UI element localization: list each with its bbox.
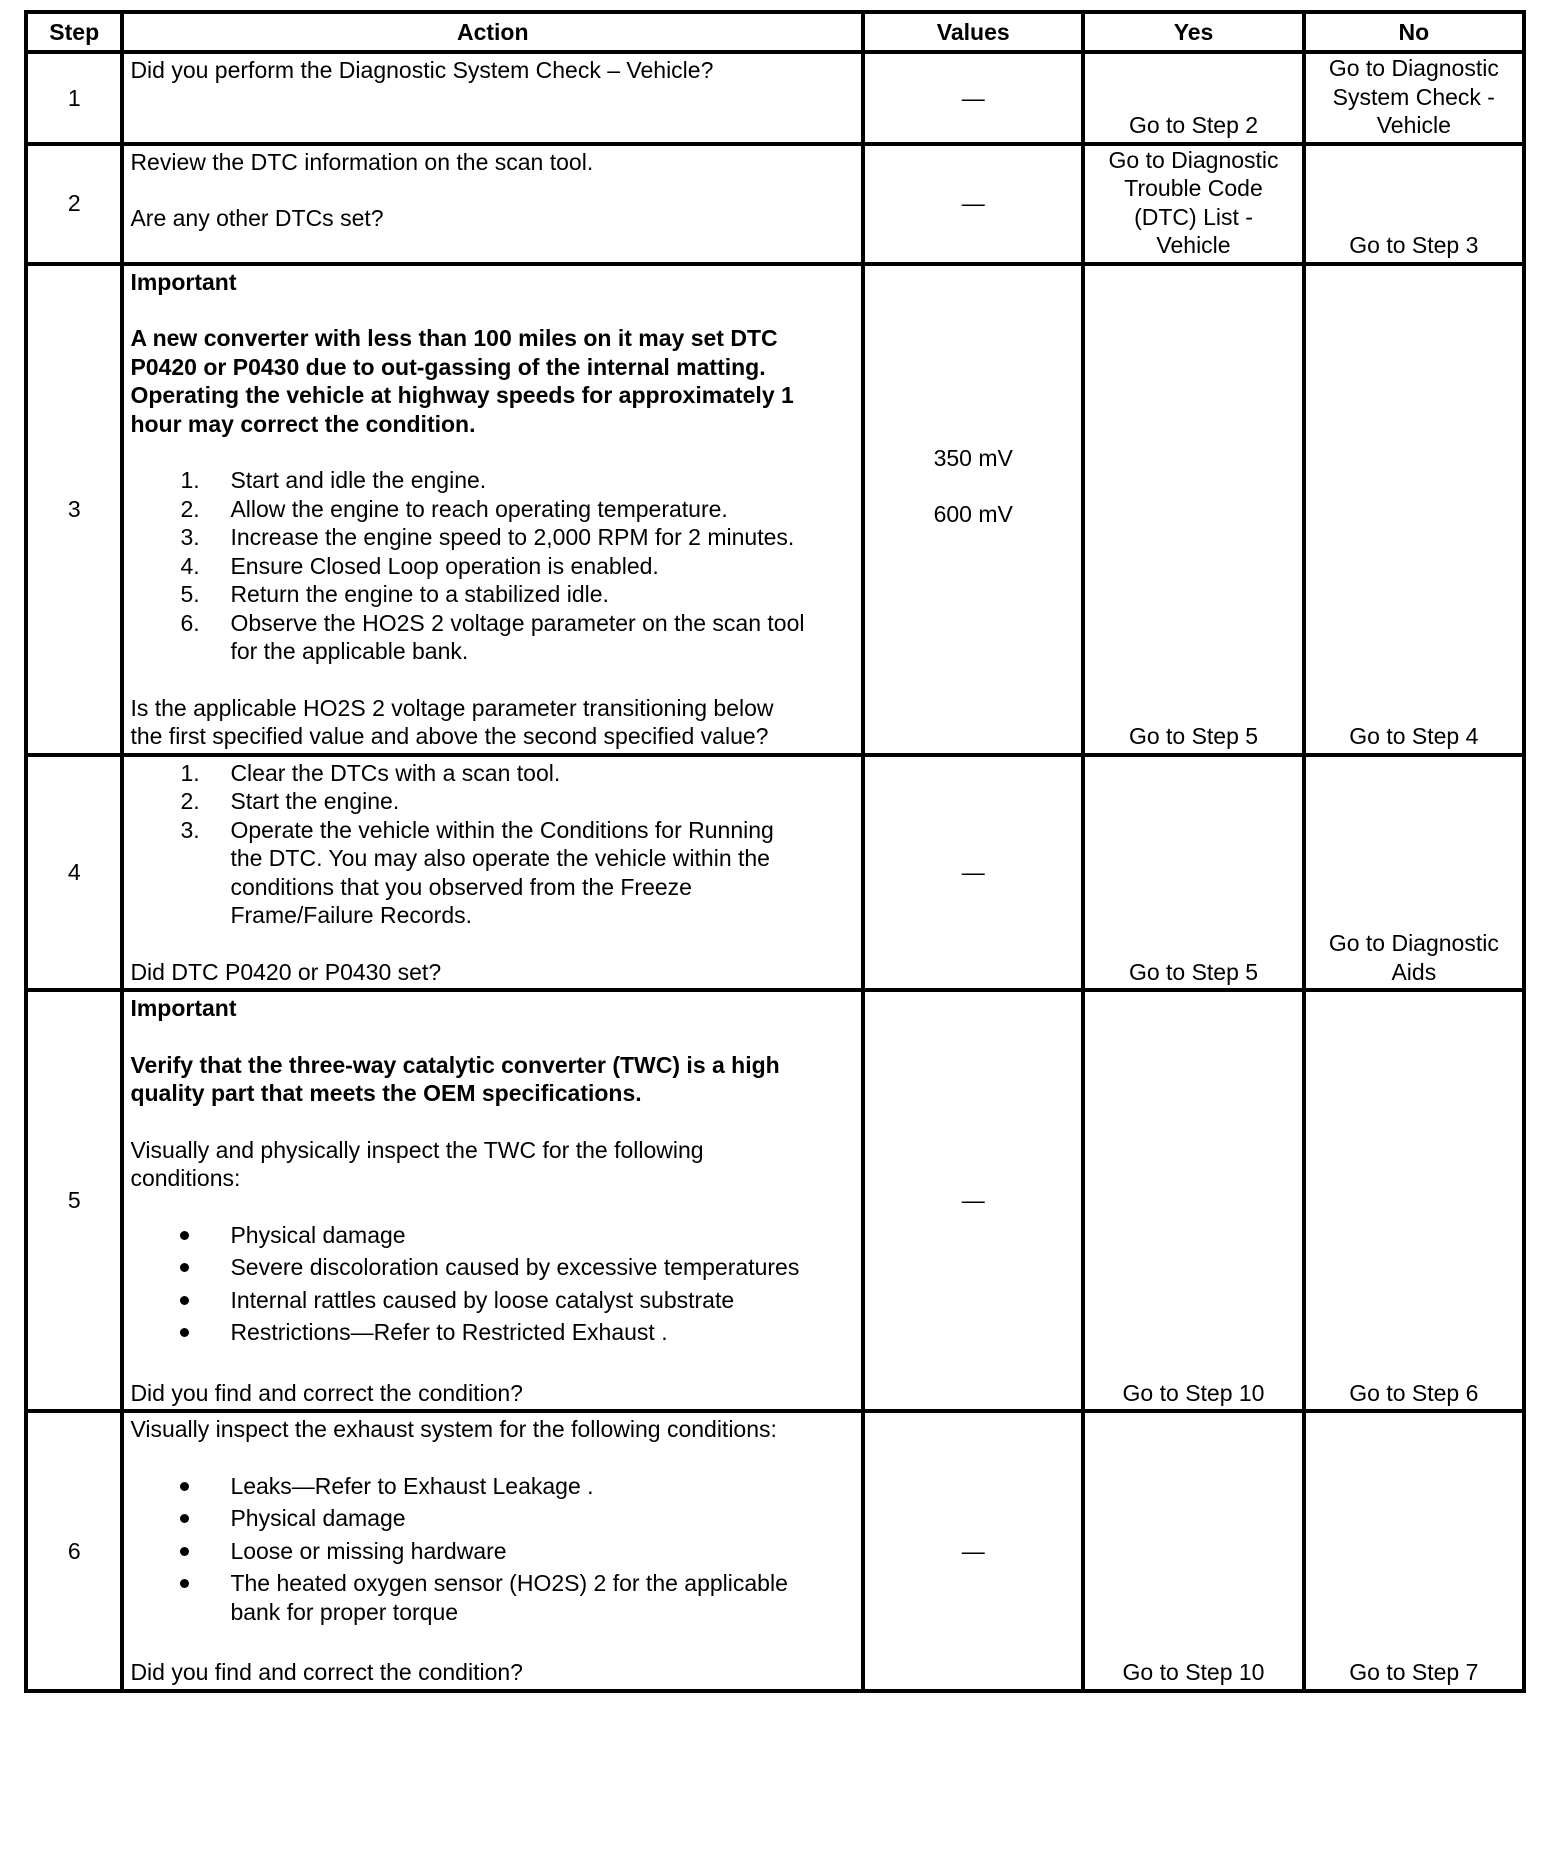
bullet-icon — [180, 1231, 189, 1240]
no-cell: Go to Step 7 — [1304, 1411, 1524, 1691]
list-item: 2. Allow the engine to reach operating temperature. — [180, 495, 728, 522]
yes-cell: Go to Step 10 — [1083, 1411, 1303, 1691]
list-item: 1. Start and idle the engine. — [180, 467, 487, 493]
header-action: Action — [122, 12, 863, 52]
important-note-line: Verify that the three-way catalytic converter (TWC) is a high — [130, 1051, 780, 1078]
step-number: 5 — [26, 990, 122, 1411]
no-line: Go to Diagnostic — [1328, 55, 1499, 81]
values-cell — [863, 264, 1083, 755]
yes-line: Trouble Code — [1124, 175, 1263, 201]
values-cell: — — [863, 755, 1083, 991]
action-question: Is the applicable HO2S 2 voltage parameter transitioning below — [130, 694, 774, 721]
action-question: the first specified value and above the second specified value? — [130, 723, 769, 749]
no-cell — [1304, 52, 1524, 144]
action-cell — [122, 52, 863, 144]
action-text: conditions: — [130, 1165, 241, 1191]
list-item: Restrictions—Refer to Restricted Exhaust . — [130, 1318, 855, 1347]
action-question: Did you perform the Diagnostic System Check – Vehicle? — [130, 57, 714, 83]
important-note-line: P0420 or P0430 due to out-gassing of the internal matting. — [130, 353, 766, 380]
values-cell: — — [863, 1411, 1083, 1691]
list-item: Loose or missing hardware — [130, 1537, 855, 1566]
list-item: Physical damage — [130, 1221, 855, 1250]
yes-line: Vehicle — [1156, 232, 1231, 258]
action-cell — [122, 755, 863, 991]
yes-cell: Go to Step 10 — [1083, 990, 1303, 1411]
list-item: 1. Clear the DTCs with a scan tool. — [180, 759, 561, 786]
important-label: Important — [130, 995, 237, 1021]
no-line: Aids — [1391, 958, 1437, 985]
values-cell: — — [863, 990, 1083, 1411]
action-text: Review the DTC information on the scan tool. — [130, 148, 594, 175]
step-number: 2 — [26, 144, 122, 264]
important-label: Important — [130, 268, 237, 295]
table-row — [26, 990, 1524, 1411]
list-item: Internal rattles caused by loose catalyst substrate — [130, 1286, 855, 1315]
no-line: Go to Diagnostic — [1328, 930, 1499, 956]
header-no: No — [1304, 12, 1524, 52]
header-row — [26, 12, 1524, 52]
value-second: 600 mV — [933, 501, 1013, 527]
action-text: Visually inspect the exhaust system for the following conditions: — [130, 1416, 777, 1442]
values-cell: — — [863, 52, 1083, 144]
action-cell — [122, 1411, 863, 1691]
yes-line: (DTC) List - — [1134, 203, 1253, 230]
list-item: 6. Observe the HO2S 2 voltage parameter on the scan tool for the applicable bank. — [180, 609, 805, 664]
numbered-steps — [130, 466, 855, 666]
important-note-line: quality part that meets the OEM specifications. — [130, 1080, 642, 1106]
table-row — [26, 1411, 1524, 1691]
important-note-line: hour may correct the condition. — [130, 410, 476, 437]
list-item: 3. Operate the vehicle within the Conditions for Running the DTC. You may also operate the vehicle within the conditions that you observed from the Freeze Frame/Failure Records. — [180, 816, 774, 928]
action-cell — [122, 264, 863, 755]
list-item: 3. Increase the engine speed to 2,000 RPM for 2 minutes. — [180, 524, 795, 550]
header-yes: Yes — [1083, 12, 1303, 52]
list-item: Leaks—Refer to Exhaust Leakage . — [130, 1472, 855, 1501]
bullet-list — [130, 1472, 855, 1627]
bullet-icon — [180, 1514, 189, 1523]
bullet-icon — [180, 1328, 189, 1337]
action-question: Did DTC P0420 or P0430 set? — [130, 958, 442, 985]
action-question: Did you find and correct the condition? — [130, 1379, 523, 1406]
table-row — [26, 264, 1524, 755]
action-cell — [122, 144, 863, 264]
action-question: Did you find and correct the condition? — [130, 1659, 523, 1685]
step-number: 4 — [26, 755, 122, 991]
yes-line: Go to Diagnostic — [1108, 146, 1279, 173]
value-first: 350 mV — [933, 444, 1013, 471]
list-item: Physical damage — [130, 1504, 855, 1533]
action-text: Visually and physically inspect the TWC for the following — [130, 1136, 704, 1163]
bullet-icon — [180, 1263, 189, 1272]
yes-cell: Go to Step 2 — [1083, 52, 1303, 144]
header-values: Values — [863, 12, 1083, 52]
bullet-icon — [180, 1482, 189, 1491]
important-note-line: A new converter with less than 100 miles on it may set DTC — [130, 325, 778, 351]
action-cell — [122, 990, 863, 1411]
header-step: Step — [26, 12, 122, 52]
bullet-icon — [180, 1547, 189, 1556]
numbered-steps — [130, 759, 855, 930]
list-item: Severe discoloration caused by excessive temperatures — [130, 1253, 855, 1282]
yes-cell — [1083, 144, 1303, 264]
no-cell: Go to Step 4 — [1304, 264, 1524, 755]
no-cell — [1304, 755, 1524, 991]
step-number: 3 — [26, 264, 122, 755]
list-item: The heated oxygen sensor (HO2S) 2 for the applicable bank for proper torque — [130, 1569, 855, 1626]
no-line: System Check - — [1332, 83, 1495, 110]
values-cell: — — [863, 144, 1083, 264]
list-item: 4. Ensure Closed Loop operation is enabled. — [180, 552, 659, 579]
no-cell: Go to Step 6 — [1304, 990, 1524, 1411]
bullet-icon — [180, 1579, 189, 1588]
no-line: Vehicle — [1376, 112, 1451, 138]
step-number: 1 — [26, 52, 122, 144]
yes-cell: Go to Step 5 — [1083, 755, 1303, 991]
list-item: 5. Return the engine to a stabilized idle. — [180, 581, 609, 607]
action-question: Are any other DTCs set? — [130, 205, 384, 231]
list-item: 2. Start the engine. — [180, 788, 400, 814]
important-note-line: Operating the vehicle at highway speeds for approximately 1 — [130, 382, 794, 408]
step-number: 6 — [26, 1411, 122, 1691]
bullet-list — [130, 1221, 855, 1347]
table-row — [26, 755, 1524, 991]
yes-cell: Go to Step 5 — [1083, 264, 1303, 755]
diagnostic-table — [24, 10, 1526, 1693]
bullet-icon — [180, 1296, 189, 1305]
no-cell: Go to Step 3 — [1304, 144, 1524, 264]
table-row — [26, 52, 1524, 144]
table-row — [26, 144, 1524, 264]
